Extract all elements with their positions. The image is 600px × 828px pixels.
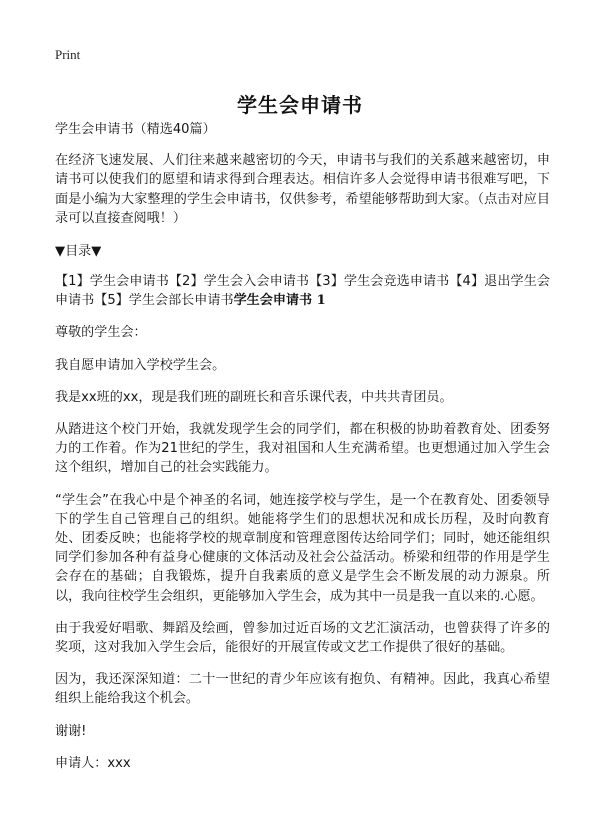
- page-title: 学生会申请书: [237, 93, 363, 118]
- salutation: 尊敬的学生会：: [55, 325, 147, 341]
- body-paragraph-4: “学生会”在我心中是个神圣的名词，她连接学校与学生，是一个在教育处、团委领导下的学生自己管理自己的组织。她能将学生们的思想状况和成长历程，及时向教育处、团委反映；也能将学校的规章制度和管理意图传达给同学们；同时，她还能组织同学们参加各种有益身心健康的文体活动及社会公益活动。桥梁和纽带的作用是学生会存在的基础；自我锻炼，提升自我素质的意义是学生会不断发展的动力源泉。所以，我向往校学生会组织，更能够加入学生会，成为其中一员是我一直以来的.心愿。: [55, 492, 550, 604]
- document-body: [55, 120, 550, 786]
- section-heading: 学生会申请书 1: [233, 293, 326, 309]
- toc-item-1[interactable]: 【1】学生会申请书: [55, 274, 169, 290]
- toc-heading: ▼目录▼: [55, 244, 102, 260]
- toc-item-4[interactable]: 【4】退出学生会申请书: [55, 274, 550, 309]
- print-link[interactable]: Print: [55, 47, 81, 62]
- body-paragraph-5: 由于我爱好唱歌、舞蹈及绘画，曾参加过近百场的文艺汇演活动，也曾获得了许多的奖项，这对我加入学生会后，能很好的开展宣传或文艺工作提供了很好的基础。: [55, 620, 550, 656]
- toc-item-3[interactable]: 【3】学生会竞选申请书: [309, 274, 450, 290]
- body-paragraph-1: 我自愿申请加入学校学生会。: [55, 357, 226, 373]
- document-subtitle: 学生会申请书（精选40篇）: [55, 122, 216, 137]
- signature: 申请人：xxx: [55, 755, 131, 771]
- intro-paragraph: 在经济飞速发展、人们往来越来越密切的今天，申请书与我们的关系越来越密切，申请书可以使我们的愿望和请求得到合理表达。相信许多人会觉得申请书很难写吧，下面是小编为大家整理的学生会申请书，仅供参考，希望能够帮助到大家。（点击对应目录可以直接查阅哦！）: [55, 153, 550, 226]
- closing: 谢谢!: [55, 723, 87, 739]
- body-paragraph-2: 我是xx班的xx，现是我们班的副班长和音乐课代表，中共共青团员。: [55, 389, 453, 405]
- body-paragraph-3: 从踏进这个校门开始，我就发现学生会的同学们，都在积极的协助着教育处、团委努力的工作着。作为21世纪的学生，我对祖国和人生充满希望。也更想通过加入学生会这个组织，增加自己的社会实践能力。: [55, 422, 550, 476]
- toc-item-5[interactable]: 【5】学生会部长申请书: [94, 293, 234, 309]
- body-paragraph-6: 因为，我还深深知道：二十一世纪的青少年应该有抱负、有精神。因此，我真心希望组织上能给我这个机会。: [55, 672, 550, 707]
- table-of-contents: [55, 272, 550, 310]
- toc-item-2[interactable]: 【2】学生会入会申请书: [168, 274, 310, 290]
